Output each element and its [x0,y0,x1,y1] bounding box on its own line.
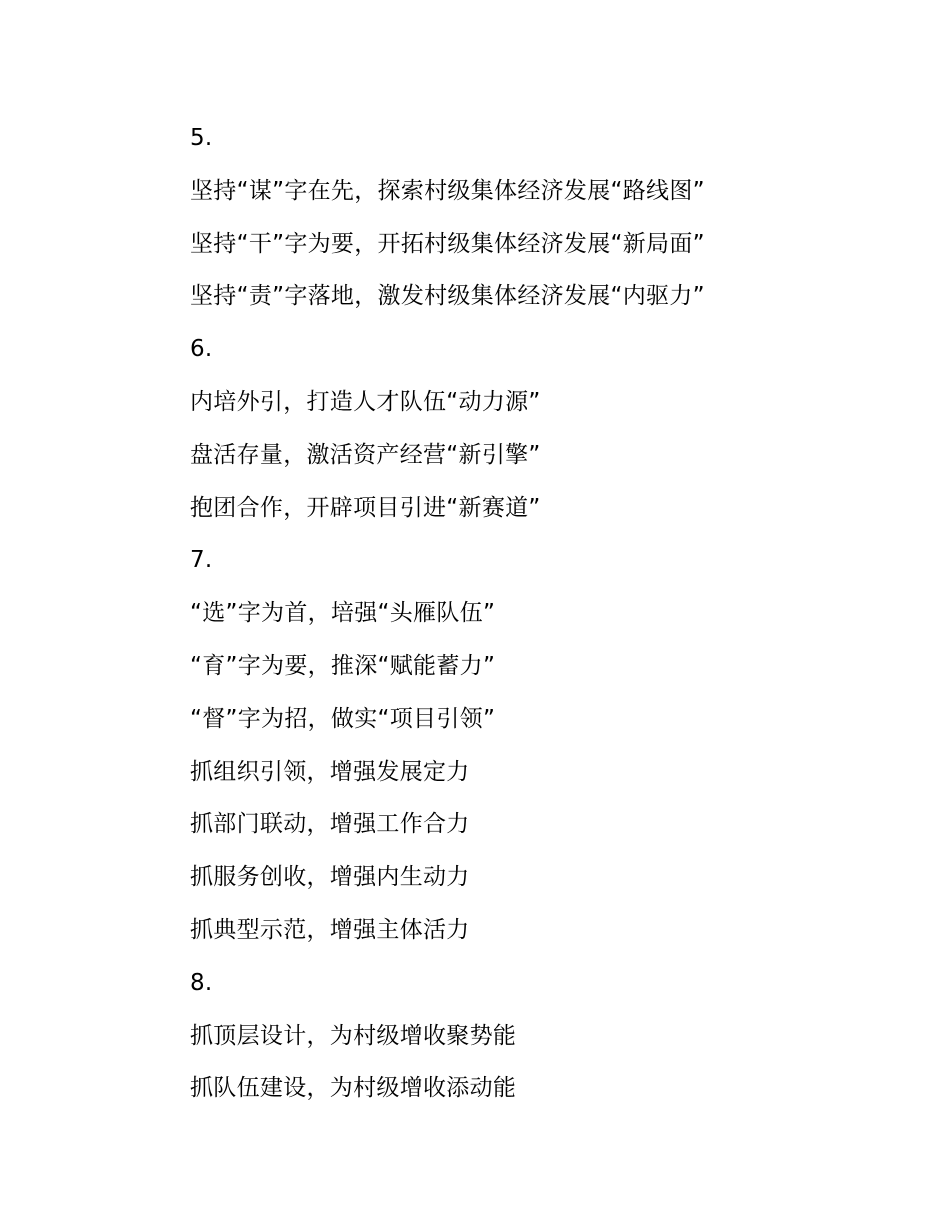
text-line: 抓典型示范，增强主体活力 [190,916,470,943]
text-line: 盘活存量，激活资产经营“新引擎” [190,441,541,468]
text-line: 坚持“谋”字在先，探索村级集体经济发展“路线图” [190,177,705,204]
section-number: 8. [190,969,213,996]
section-number: 7. [190,547,213,574]
text-line: 抱团合作，开辟项目引进“新赛道” [190,494,541,521]
text-line: 抓顶层设计，为村级增收聚势能 [190,1022,517,1049]
text-line: 内培外引，打造人才队伍“动力源” [190,388,541,415]
section-number: 5. [190,125,213,151]
text-line: 抓队伍建设，为村级增收添动能 [190,1075,517,1102]
text-line: “育”字为要，推深“赋能蓄力” [190,652,496,679]
text-line: 抓部门联动，增强工作合力 [190,811,470,838]
text-line: 抓服务创收，增强内生动力 [190,864,470,891]
text-line: 坚持“责”字落地，激发村级集体经济发展“内驱力” [190,283,705,310]
document-lines [190,112,890,1115]
section-number: 6. [190,336,213,363]
text-line: “督”字为招，做实“项目引领” [190,705,496,732]
text-line: 抓组织引领，增强发展定力 [190,758,470,785]
text-line: “选”字为首，培强“头雁队伍” [190,600,496,627]
text-line: 坚持“干”字为要，开拓村级集体经济发展“新局面” [190,230,705,257]
